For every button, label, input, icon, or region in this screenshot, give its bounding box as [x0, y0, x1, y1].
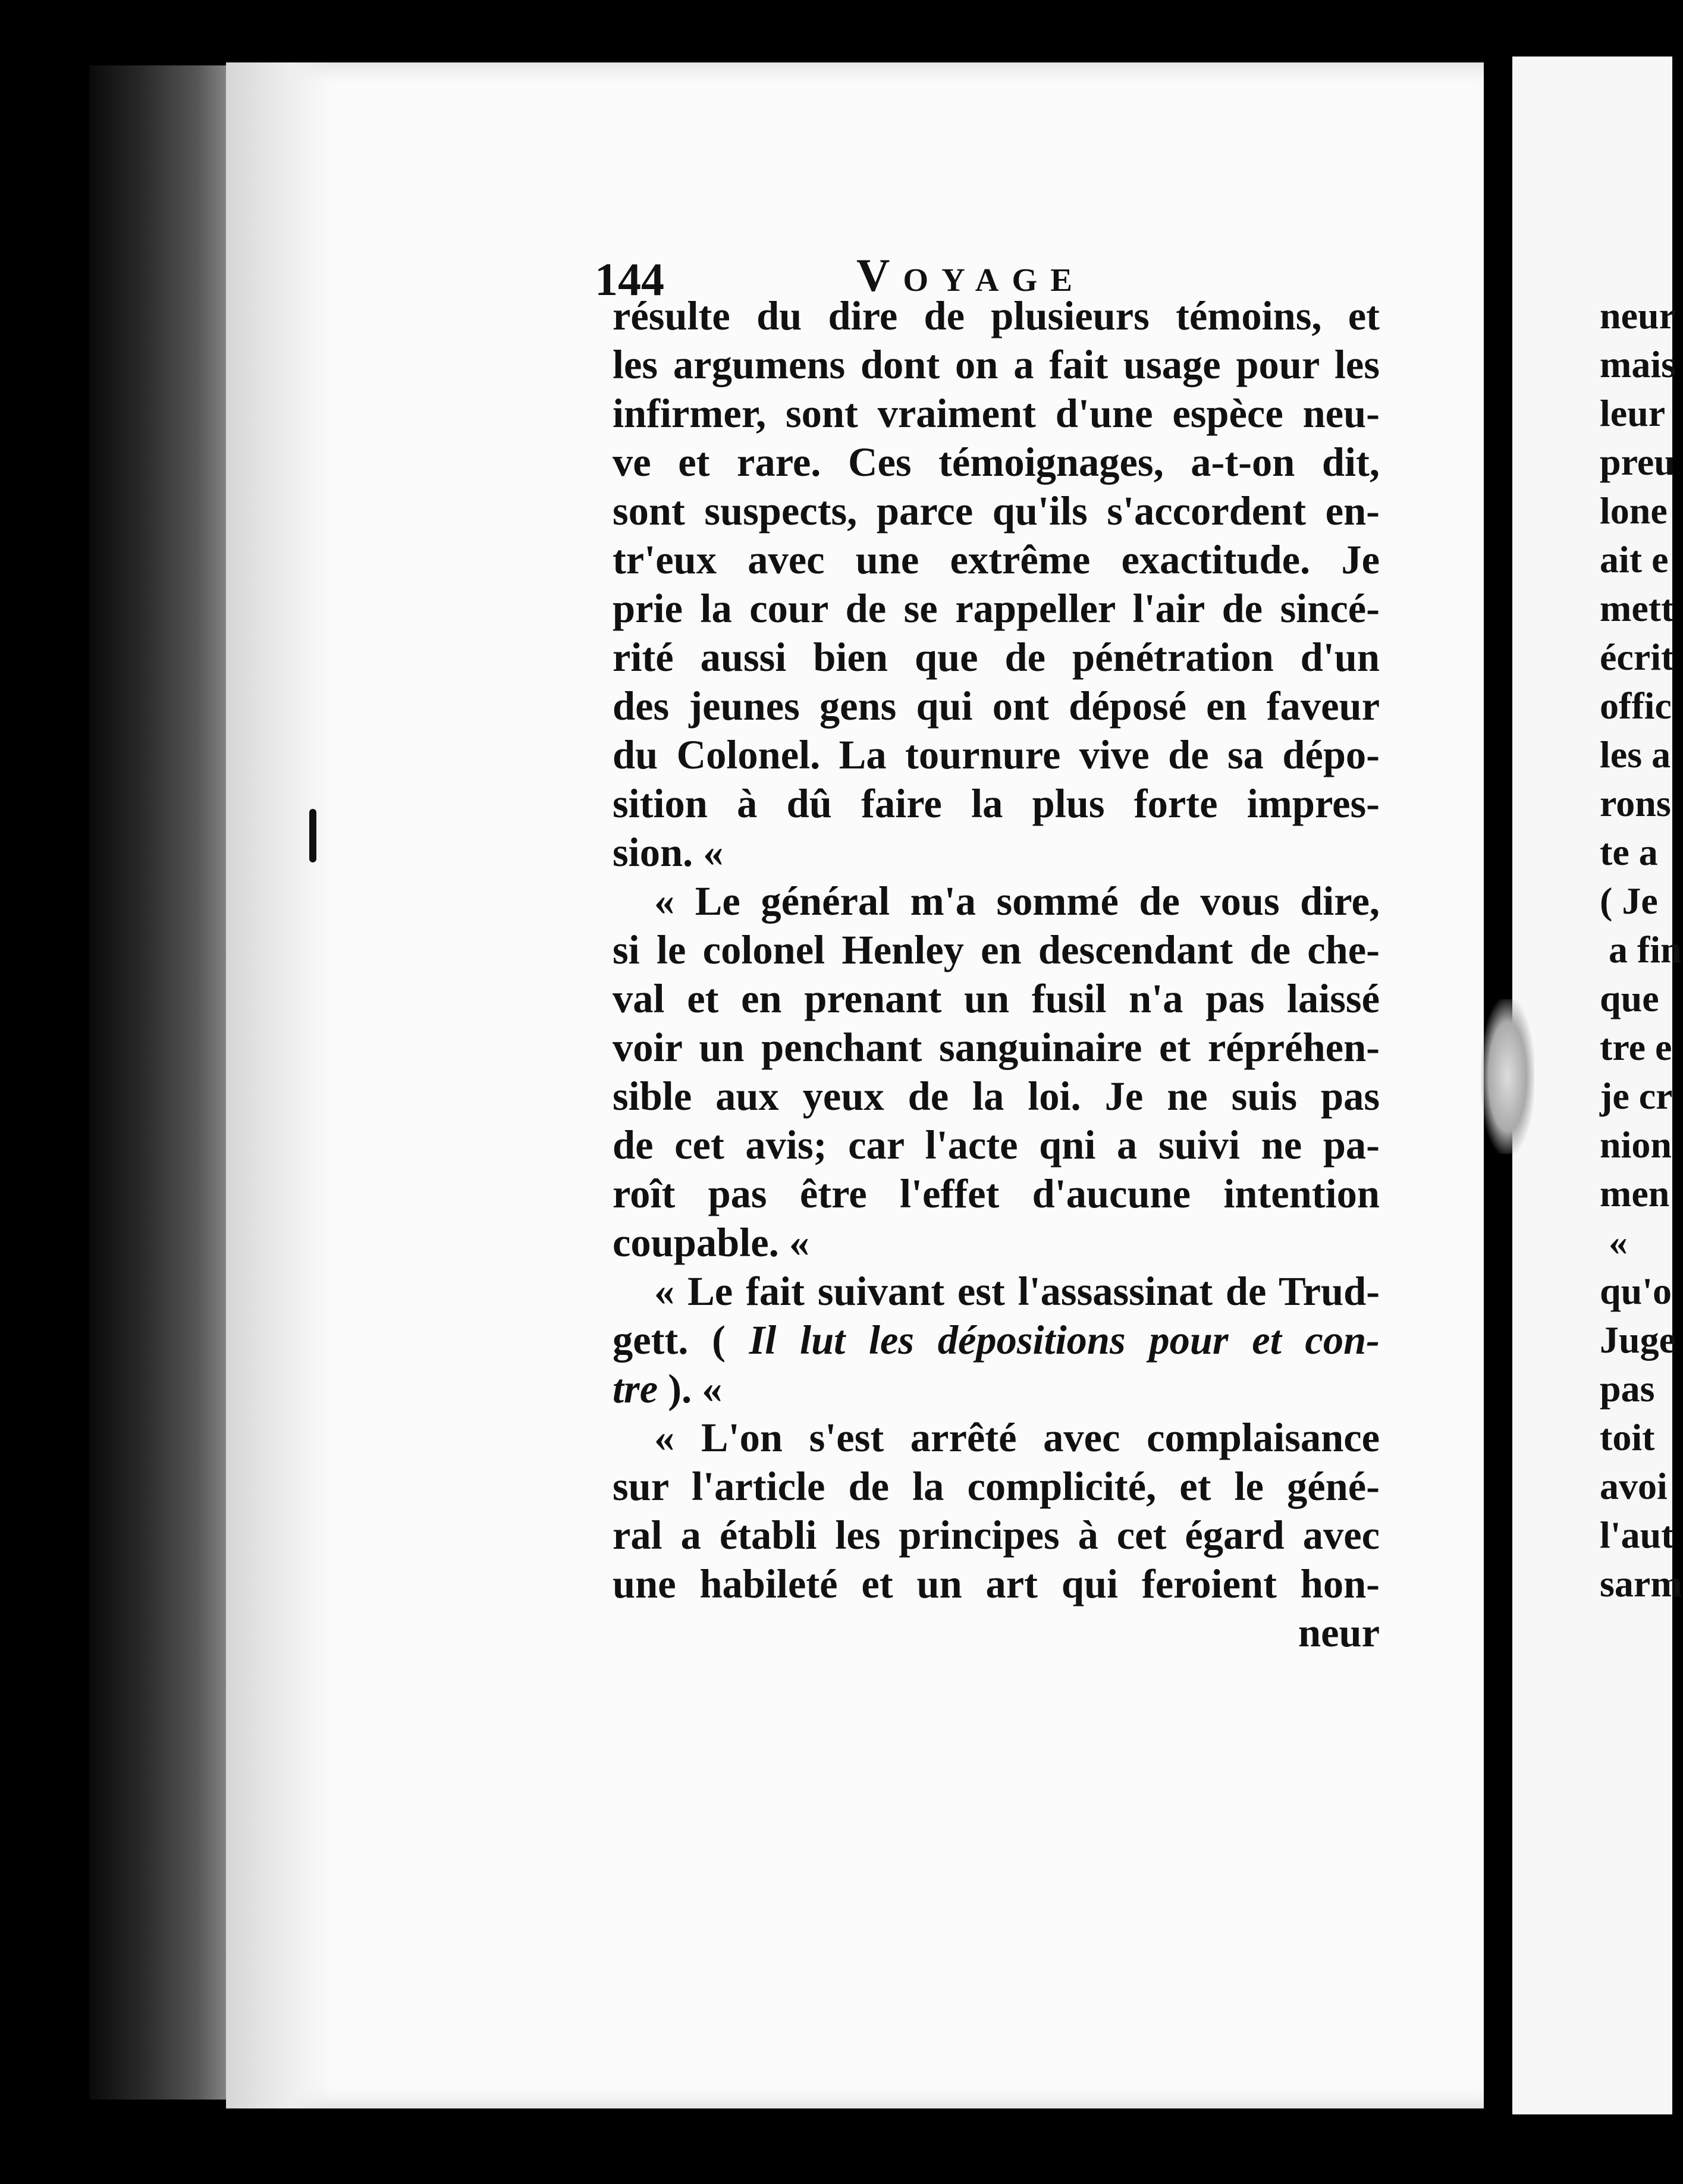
fragment-line: preu	[1600, 441, 1675, 483]
text-line: sur l'article de la complicité, et le géné-	[613, 1464, 1380, 1509]
text-line: infirmer, sont vraiment d'une espèce neu-	[613, 391, 1380, 436]
text-line: coupable. «	[613, 1220, 810, 1265]
text-normal: ). «	[668, 1366, 723, 1411]
fragment-line: qu'o	[1600, 1270, 1672, 1312]
fragment-line: tre e	[1600, 1026, 1672, 1068]
text-line: résulte du dire de plusieurs témoins, et	[613, 293, 1380, 338]
fragment-line: ait e	[1600, 538, 1669, 580]
fragment-line: je cr	[1600, 1075, 1673, 1117]
text-line: du Colonel. La tournure vive de sa dépo-	[613, 732, 1380, 777]
text-line: sion. «	[613, 830, 724, 875]
text-line: « Le général m'a sommé de vous dire,	[654, 878, 1380, 924]
fragment-line: l'aut	[1600, 1514, 1674, 1556]
fragment-line: neur	[1600, 294, 1676, 337]
catchword: neur	[1298, 1610, 1380, 1655]
text-line: les argumens dont on a fait usage pour les	[613, 342, 1380, 387]
fragment-line: te a	[1600, 831, 1658, 873]
text-italic: Il lut les dépositions pour et con-	[749, 1317, 1380, 1363]
page-number: 144	[595, 253, 664, 305]
text-line: si le colonel Henley en descendant de che-	[613, 927, 1380, 972]
text-line: sible aux yeux de la loi. Je ne suis pas	[613, 1074, 1380, 1119]
text-line: prie la cour de se rappeller l'air de sincé-	[613, 586, 1380, 631]
edge-mark	[309, 809, 316, 862]
text-line: des jeunes gens qui ont déposé en faveur	[613, 683, 1380, 729]
right-page-text	[1600, 291, 1683, 1608]
running-title: Voyage	[856, 249, 1085, 301]
text-line: rité aussi bien que de pénétration d'un	[613, 635, 1380, 680]
text-line: « Le fait suivant est l'assassinat de Trud-	[654, 1269, 1380, 1314]
text-line: val et en prenant un fusil n'a pas laissé	[613, 976, 1380, 1021]
text-line: sont suspects, parce qu'ils s'accordent en-	[613, 488, 1380, 534]
fragment-line: «	[1609, 1221, 1628, 1263]
fragment-line: les a	[1600, 733, 1671, 776]
text-line: voir un penchant sanguinaire et répréhen-	[613, 1025, 1380, 1070]
text-line: roît pas être l'effet d'aucune intention	[613, 1171, 1380, 1216]
text-line-mixed	[613, 1364, 1380, 1413]
fragment-line: écrit	[1600, 636, 1674, 678]
fragment-line: lone	[1600, 489, 1668, 532]
fragment-line: que	[1600, 977, 1659, 1019]
text-line: tr'eux avec une extrême exactitude. Je	[613, 537, 1380, 582]
fragment-line: nion	[1600, 1124, 1672, 1166]
text-line: de cet avis; car l'acte qni a suivi ne pa-	[613, 1122, 1380, 1168]
fragment-line: mett	[1600, 587, 1674, 629]
text-normal: gett. (	[613, 1317, 726, 1363]
text-line: sition à dû faire la plus forte impres-	[613, 781, 1380, 826]
text-line: ve et rare. Ces témoignages, a-t-on dit,	[613, 440, 1380, 485]
fragment-line: Juge	[1600, 1319, 1676, 1361]
fragment-line: mais	[1600, 343, 1676, 385]
fragment-line: toit	[1600, 1416, 1655, 1458]
text-line-mixed	[613, 1316, 1380, 1364]
fragment-line: offic	[1600, 685, 1672, 727]
fragment-line: ( Je	[1600, 880, 1658, 922]
fragment-line: a fin	[1609, 928, 1682, 971]
fragment-line: pas	[1600, 1367, 1655, 1410]
fragment-line: avoi	[1600, 1465, 1668, 1507]
fragment-line: men	[1600, 1172, 1670, 1215]
text-line: ral a établi les principes à cet égard avec	[613, 1513, 1380, 1558]
fragment-line: leur	[1600, 392, 1666, 434]
body-text	[613, 291, 1380, 1657]
page-edge-shading	[226, 62, 333, 2108]
fragment-line: sarm	[1600, 1562, 1682, 1605]
paper-stain	[1481, 999, 1534, 1154]
fragment-line: rons	[1600, 782, 1671, 824]
text-italic: tre	[613, 1366, 658, 1411]
text-line: une habileté et un art qui feroient hon-	[613, 1561, 1380, 1606]
text-line: « L'on s'est arrêté avec complaisance	[654, 1415, 1380, 1460]
